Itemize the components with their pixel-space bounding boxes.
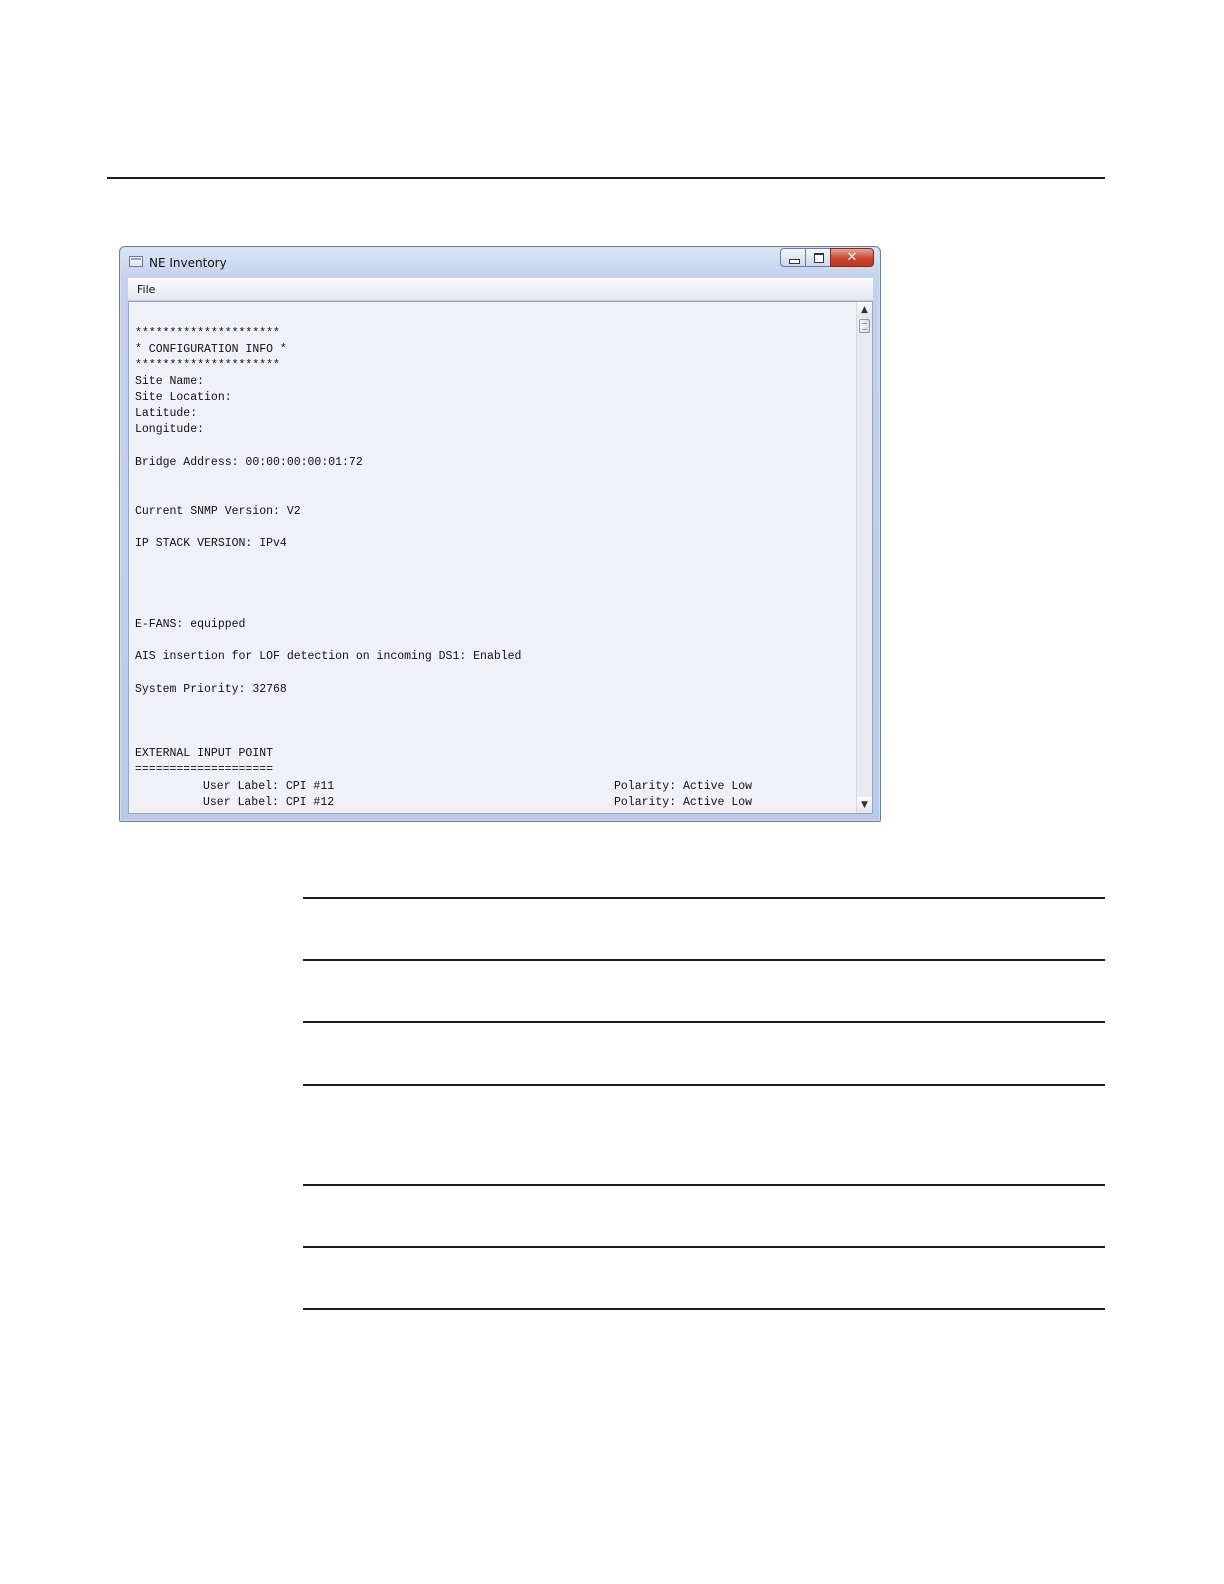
scroll-up-arrow-icon[interactable]: ▲ [857,302,872,318]
table-rule [303,1084,1105,1086]
external-input-heading: EXTERNAL INPUT POINT [135,747,274,760]
scrollbar-thumb[interactable] [859,319,870,333]
header-rule [107,177,1105,179]
table-rule [303,1308,1105,1310]
close-button[interactable] [830,248,874,267]
table-rule [303,1246,1105,1248]
bridge-address-line: Bridge Address: 00:00:00:00:01:72 [135,456,363,469]
window-controls [781,248,874,268]
maximize-button[interactable] [805,248,831,267]
longitude-line: Longitude: [135,423,205,436]
table-rule [303,959,1105,961]
efans-line: E-FANS: equipped [135,618,246,631]
table-rule [303,1184,1105,1186]
text-line: * CONFIGURATION INFO * [135,343,287,356]
latitude-line: Latitude: [135,407,198,420]
heading-underline: ==================== [135,763,274,776]
close-icon: ✕ [846,250,858,265]
title-bar[interactable] [120,247,880,277]
window-app-icon [129,256,143,267]
minimize-icon [789,259,800,264]
ne-inventory-window [119,246,881,822]
inventory-text-area[interactable] [128,301,873,814]
ip-stack-line: IP STACK VERSION: IPv4 [135,537,287,550]
site-location-line: Site Location: [135,391,232,404]
vertical-scrollbar[interactable] [856,302,872,813]
table-rule [303,1021,1105,1023]
menu-bar [128,278,873,301]
text-line: ********************* [135,327,280,340]
ais-insertion-line: AIS insertion for LOF detection on incoming DS1: Enabled [135,650,522,663]
text-line: ********************* [135,359,280,372]
snmp-version-line: Current SNMP Version: V2 [135,505,301,518]
inventory-text [129,302,858,813]
input-point-polarity: Polarity: Active Low [614,780,753,793]
input-point-label: User Label: CPI #11 [203,780,335,793]
scroll-down-arrow-icon[interactable]: ▼ [857,797,872,813]
minimize-button[interactable] [780,248,806,267]
table-rule [303,897,1105,899]
maximize-icon [814,253,824,263]
menu-item-file[interactable]: File [137,283,156,296]
input-point-polarity: Polarity: Active Low [614,796,753,809]
site-name-line: Site Name: [135,375,205,388]
input-point-label: User Label: CPI #12 [203,796,335,809]
window-title: NE Inventory [149,256,227,270]
system-priority-line: System Priority: 32768 [135,683,287,696]
